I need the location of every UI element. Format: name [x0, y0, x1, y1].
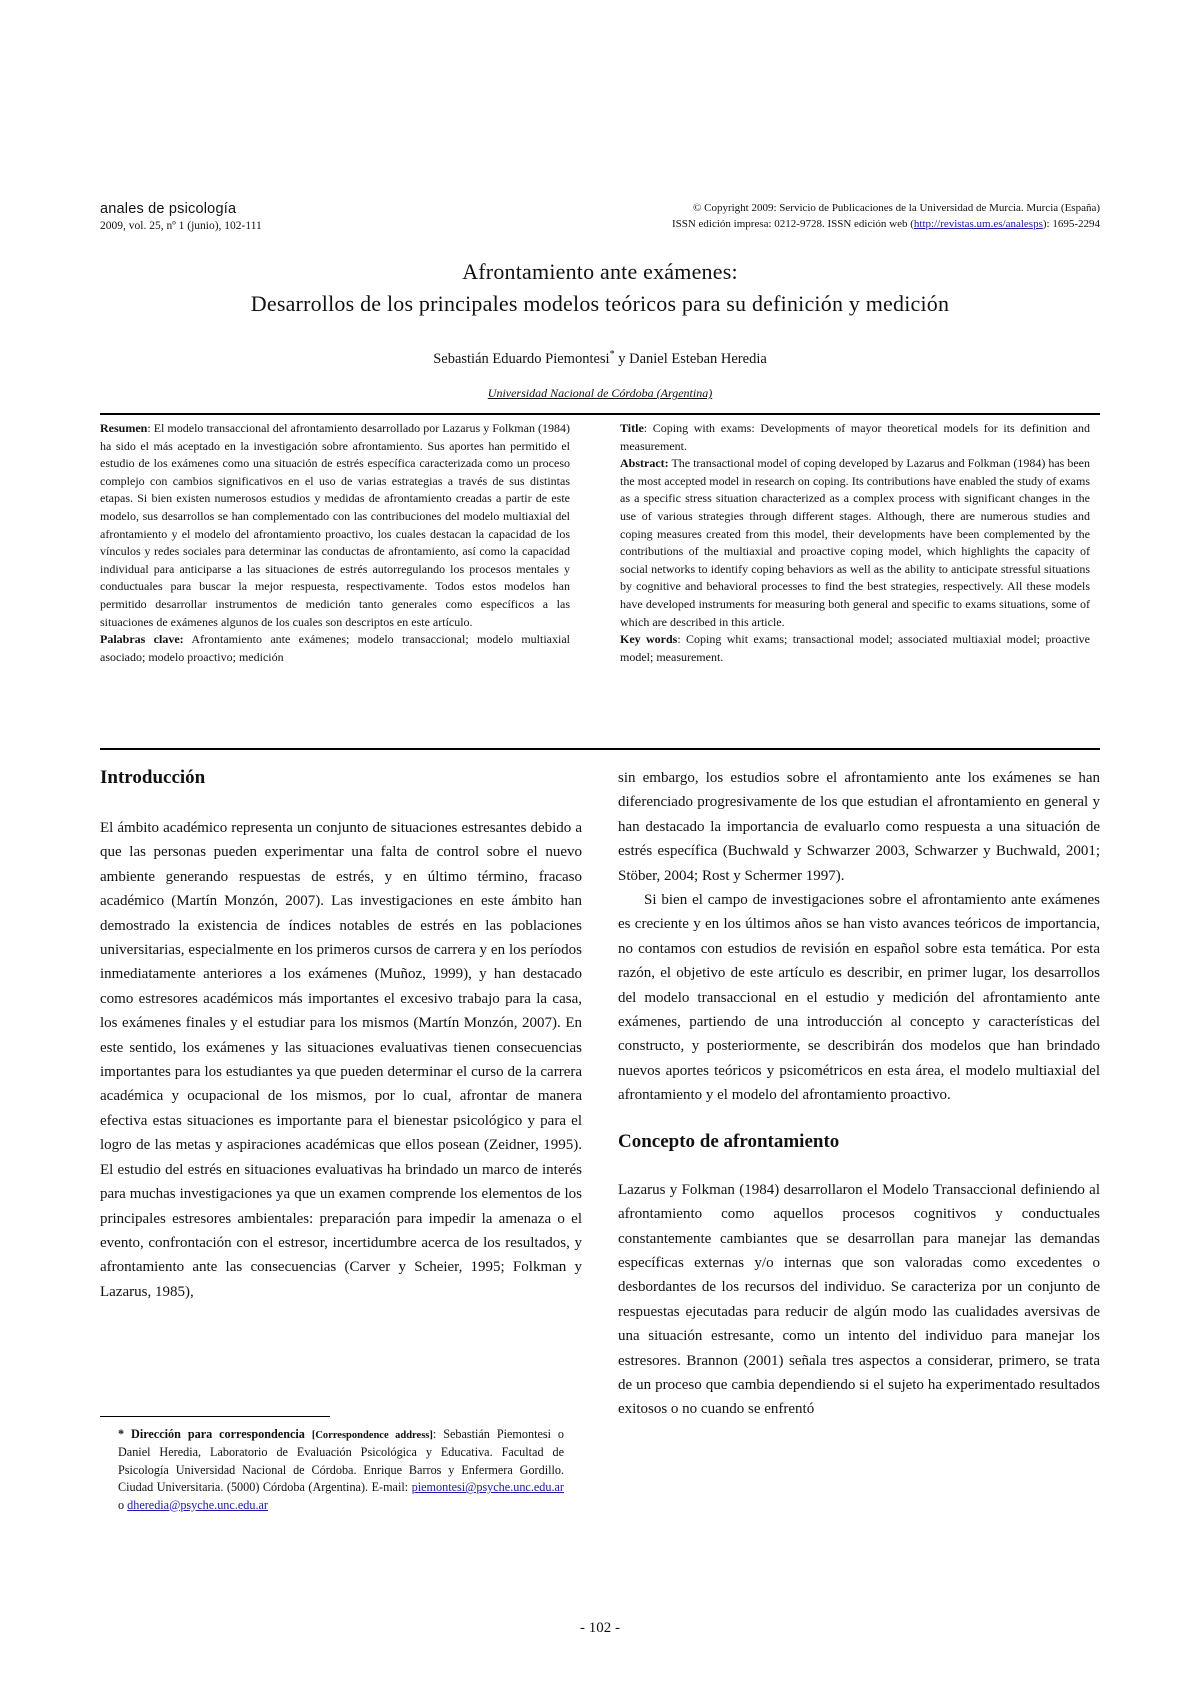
page-number: - 102 -: [580, 1620, 620, 1636]
article-title-line1: Afrontamiento ante exámenes:: [462, 259, 738, 284]
key-words-label: Key words: [620, 632, 678, 647]
email-link-piemontesi[interactable]: piemontesi@psyche.unc.edu.ar: [411, 1480, 564, 1495]
english-title-label: Title: [620, 421, 644, 435]
body-column-right: [618, 766, 1100, 1422]
journal-issue: 2009, vol. 25, nº 1 (junio), 102-111: [100, 220, 262, 232]
concept-heading: Concepto de afrontamiento: [618, 1130, 840, 1152]
body-column-left: [100, 766, 582, 1304]
footnote-text: : Sebastián Piemontesi o Daniel Heredia, Laboratorio de Evaluación Psicológica y Educativa. Facultad de Psicología Universidad Nacional de Córdoba. Enrique Barros y Enfermera Gordillo. Ciudad Universitaria. (5000) Córdoba (Argentina). E-mail:: [118, 1427, 565, 1495]
palabras-clave: [100, 631, 570, 666]
abstract-spanish: [100, 420, 570, 666]
email-link-heredia[interactable]: dheredia@psyche.unc.edu.ar: [127, 1497, 268, 1512]
footnote-label-en: [Correspondence address]: [311, 1430, 433, 1441]
footnote-rule: [100, 1416, 330, 1417]
resumen-label: Resumen: [100, 421, 148, 435]
palabras-clave-label: Palabras clave:: [100, 632, 184, 647]
english-title: [620, 420, 1090, 455]
resumen-paragraph: [100, 420, 570, 631]
right-paragraph-2: Si bien el campo de investigaciones sobre el afrontamiento ante exámenes es creciente y en los últimos años se han visto avances teóricos de importancia, no contamos con estudios de revisión en español sobre esta temática. Por esta razón, el objetivo de este artículo es describir, en primer lugar, los desarrollos del modelo transaccional en el estudio y medición del afrontamiento ante exámenes, partiendo de una introducción al concepto y características del constructo, y posteriormente, se describirán dos modelos que han brindado nuevos aportes teóricos y psicométricos en esta área, el modelo multiaxial del afrontamiento y el modelo del afrontamiento proactivo.: [618, 892, 1100, 1104]
journal-header-right: [480, 200, 1100, 232]
right-paragraph-1: sin embargo, los estudios sobre el afrontamiento ante los exámenes se han diferenciado progresivamente de los que estudian el afrontamiento en general y han destacado la importancia de evaluarlo como respuesta a una situación de estrés específica (Buchwald y Schwarzer 2003, Schwarzer y Buchwald, 2001; Stöber, 2004; Rost y Schermer 1997).: [618, 770, 1100, 884]
right-paragraph-3: Lazarus y Folkman (1984) desarrollaron el Modelo Transaccional definiendo al afrontamiento como aquellos procesos cognitivos y conductuales constantemente cambiantes que se desarrollan para manejar las demandas específicas externas y/o internas que son valoradas como excedentes o desbordantes de los recursos del individuo. Se caracteriza por un conjunto de respuestas ejecutadas para reducir de algún modo las cualidades aversivas de una situación estresante, como un intento del individuo para manejar los estresores. Brannon (2001) señala tres aspectos a considerar, primero, se trata de un proceso que cambia dependiendo si el sujeto ha experimentado resultados exitosos o no cuando se enfrentó: [618, 1181, 1100, 1418]
journal-header-left: [100, 201, 520, 234]
english-title-text: : Coping with exams: Developments of mayor theoretical models for its definition and measurement.: [620, 421, 1090, 453]
introduction-heading: Introducción: [100, 767, 206, 788]
intro-paragraph-1: El ámbito académico representa un conjunto de situaciones estresantes debido a que las personas pueden experimentar una falta de control sobre el nuevo ambiente generando respuestas de estrés, y en último término, fracaso académico (Martín Monzón, 2007). Las investigaciones en este ámbito han demostrado la existencia de índices notables de estrés en las poblaciones universitarias, especialmente en los primeros cursos de carrera y en los períodos inmediatamente anteriores a los exámenes (Muñoz, 1999), y han destacado como estresores académicos más importantes el excesivo trabajo para la casa, los exámenes finales y el estudiar para los mismos (Martín Monzón, 2007). En este sentido, los exámenes y las situaciones evaluativas tienen consecuencias importantes para los estudiantes ya que pueden determinar el curso de la carrera académica y ocupacional de los mismos, por lo cual, afrontar de manera efectiva estas situaciones es importante para el bienestar psicológico y para el logro de las metas y aspiraciones académicas que ellos posean (Zeidner, 1995). El estudio del estrés en situaciones evaluativas ha brindado un marco de interés para muchas investigaciones ya que un examen comprende los elementos de los principales estresores ambientales: preparación para impedir la amenaza o el evento, confrontación con el estresor, incertidumbre acerca de los resultados, y afrontamiento ante las consecuencias (Carver y Scheier, 1995; Folkman y Lazarus, 1985),: [100, 820, 582, 1300]
copyright-line: © Copyright 2009: Servicio de Publicaciones de la Universidad de Murcia. Murcia (España): [693, 202, 1100, 214]
abstract-english: [620, 420, 1090, 666]
abstract-label: Abstract:: [620, 456, 669, 471]
palabras-clave-text: Afrontamiento ante exámenes; modelo transaccional; modelo multiaxial asociado; modelo proactivo; medición: [100, 632, 570, 664]
author-2: y Daniel Esteban Heredia: [614, 350, 767, 367]
issn-prefix: ISSN edición impresa: 0212-9728. ISSN edición web (: [671, 218, 914, 230]
abstract-text: The transactional model of coping developed by Lazarus and Folkman (1984) has been the most accepted model in research on coping. Its contributions have enabled the study of exams as a specific stress situation characterized as a complex process with significant changes in the use of various strategies through different stages. Although, there are numerous studies and coping measures created from this model, their developments have been complemented by the contributions of the multiaxial and proactive coping model, which highlights the capacity of social networks to identify coping behaviors as well as the ability to anticipate stressful situations by cognitive and behavioral processes to find the best strategies, respectively. All these models have developed instruments for measuring both general and specific to exams situations, some of which are described in this article.: [620, 456, 1090, 629]
abstract-top-rule: [100, 413, 1100, 415]
key-words: [620, 631, 1090, 666]
issn-line: [480, 216, 1100, 232]
abstract-bottom-rule: [100, 748, 1100, 750]
abstract-paragraph: [620, 455, 1090, 631]
author-1: Sebastián Eduardo Piemontesi: [433, 350, 610, 367]
correspondence-footnote: [118, 1426, 564, 1514]
resumen-text: : El modelo transaccional del afrontamiento desarrollado por Lazarus y Folkman (1984) ha sido el más aceptado en la investigación sobre afrontamiento. Sus aportes han permitido el estudio de los exámenes como una situación de estrés específica caracterizada como un proceso complejo con cambios significativos en el uso de varias estrategias a través de sus distintas etapas. Si bien existen numerosos estudios y medidas de afrontamiento creadas a partir de este modelo, sus desarrollos se han complementado con las contribuciones del modelo multiaxial del afrontamiento y el modelo del afrontamiento proactivo, los cuales destacan la capacidad de los vínculos y redes sociales para determinar las conductas de afrontamiento, así como la capacidad individual para anticiparse a las situaciones de estrés autorregulando los procesos mentales y conductuales para buscar la mejor respuesta, respectivamente. Todos estos modelos han permitido desarrollar instrumentos de medición tanto generales como específicos a las situaciones de exámenes algunos de los cuales son descriptos en este artículo.: [100, 421, 570, 629]
affiliation: Universidad Nacional de Córdoba (Argentina): [487, 386, 713, 400]
issn-suffix: ): 1695-2294: [1042, 218, 1100, 230]
journal-name: anales de psicología: [100, 201, 237, 217]
footnote-or: o: [118, 1497, 128, 1512]
correspondence-mark: *: [609, 349, 615, 360]
article-title-line2: Desarrollos de los principales modelos teóricos para su definición y medición: [250, 291, 950, 316]
key-words-text: : Coping whit exams; transactional model; associated multiaxial model; proactive model; measurement.: [620, 632, 1090, 664]
journal-url-link[interactable]: http://revistas.um.es/analesps: [913, 218, 1043, 230]
footnote-label: * Dirección para correspondencia: [118, 1427, 305, 1441]
authors: [100, 345, 1100, 369]
